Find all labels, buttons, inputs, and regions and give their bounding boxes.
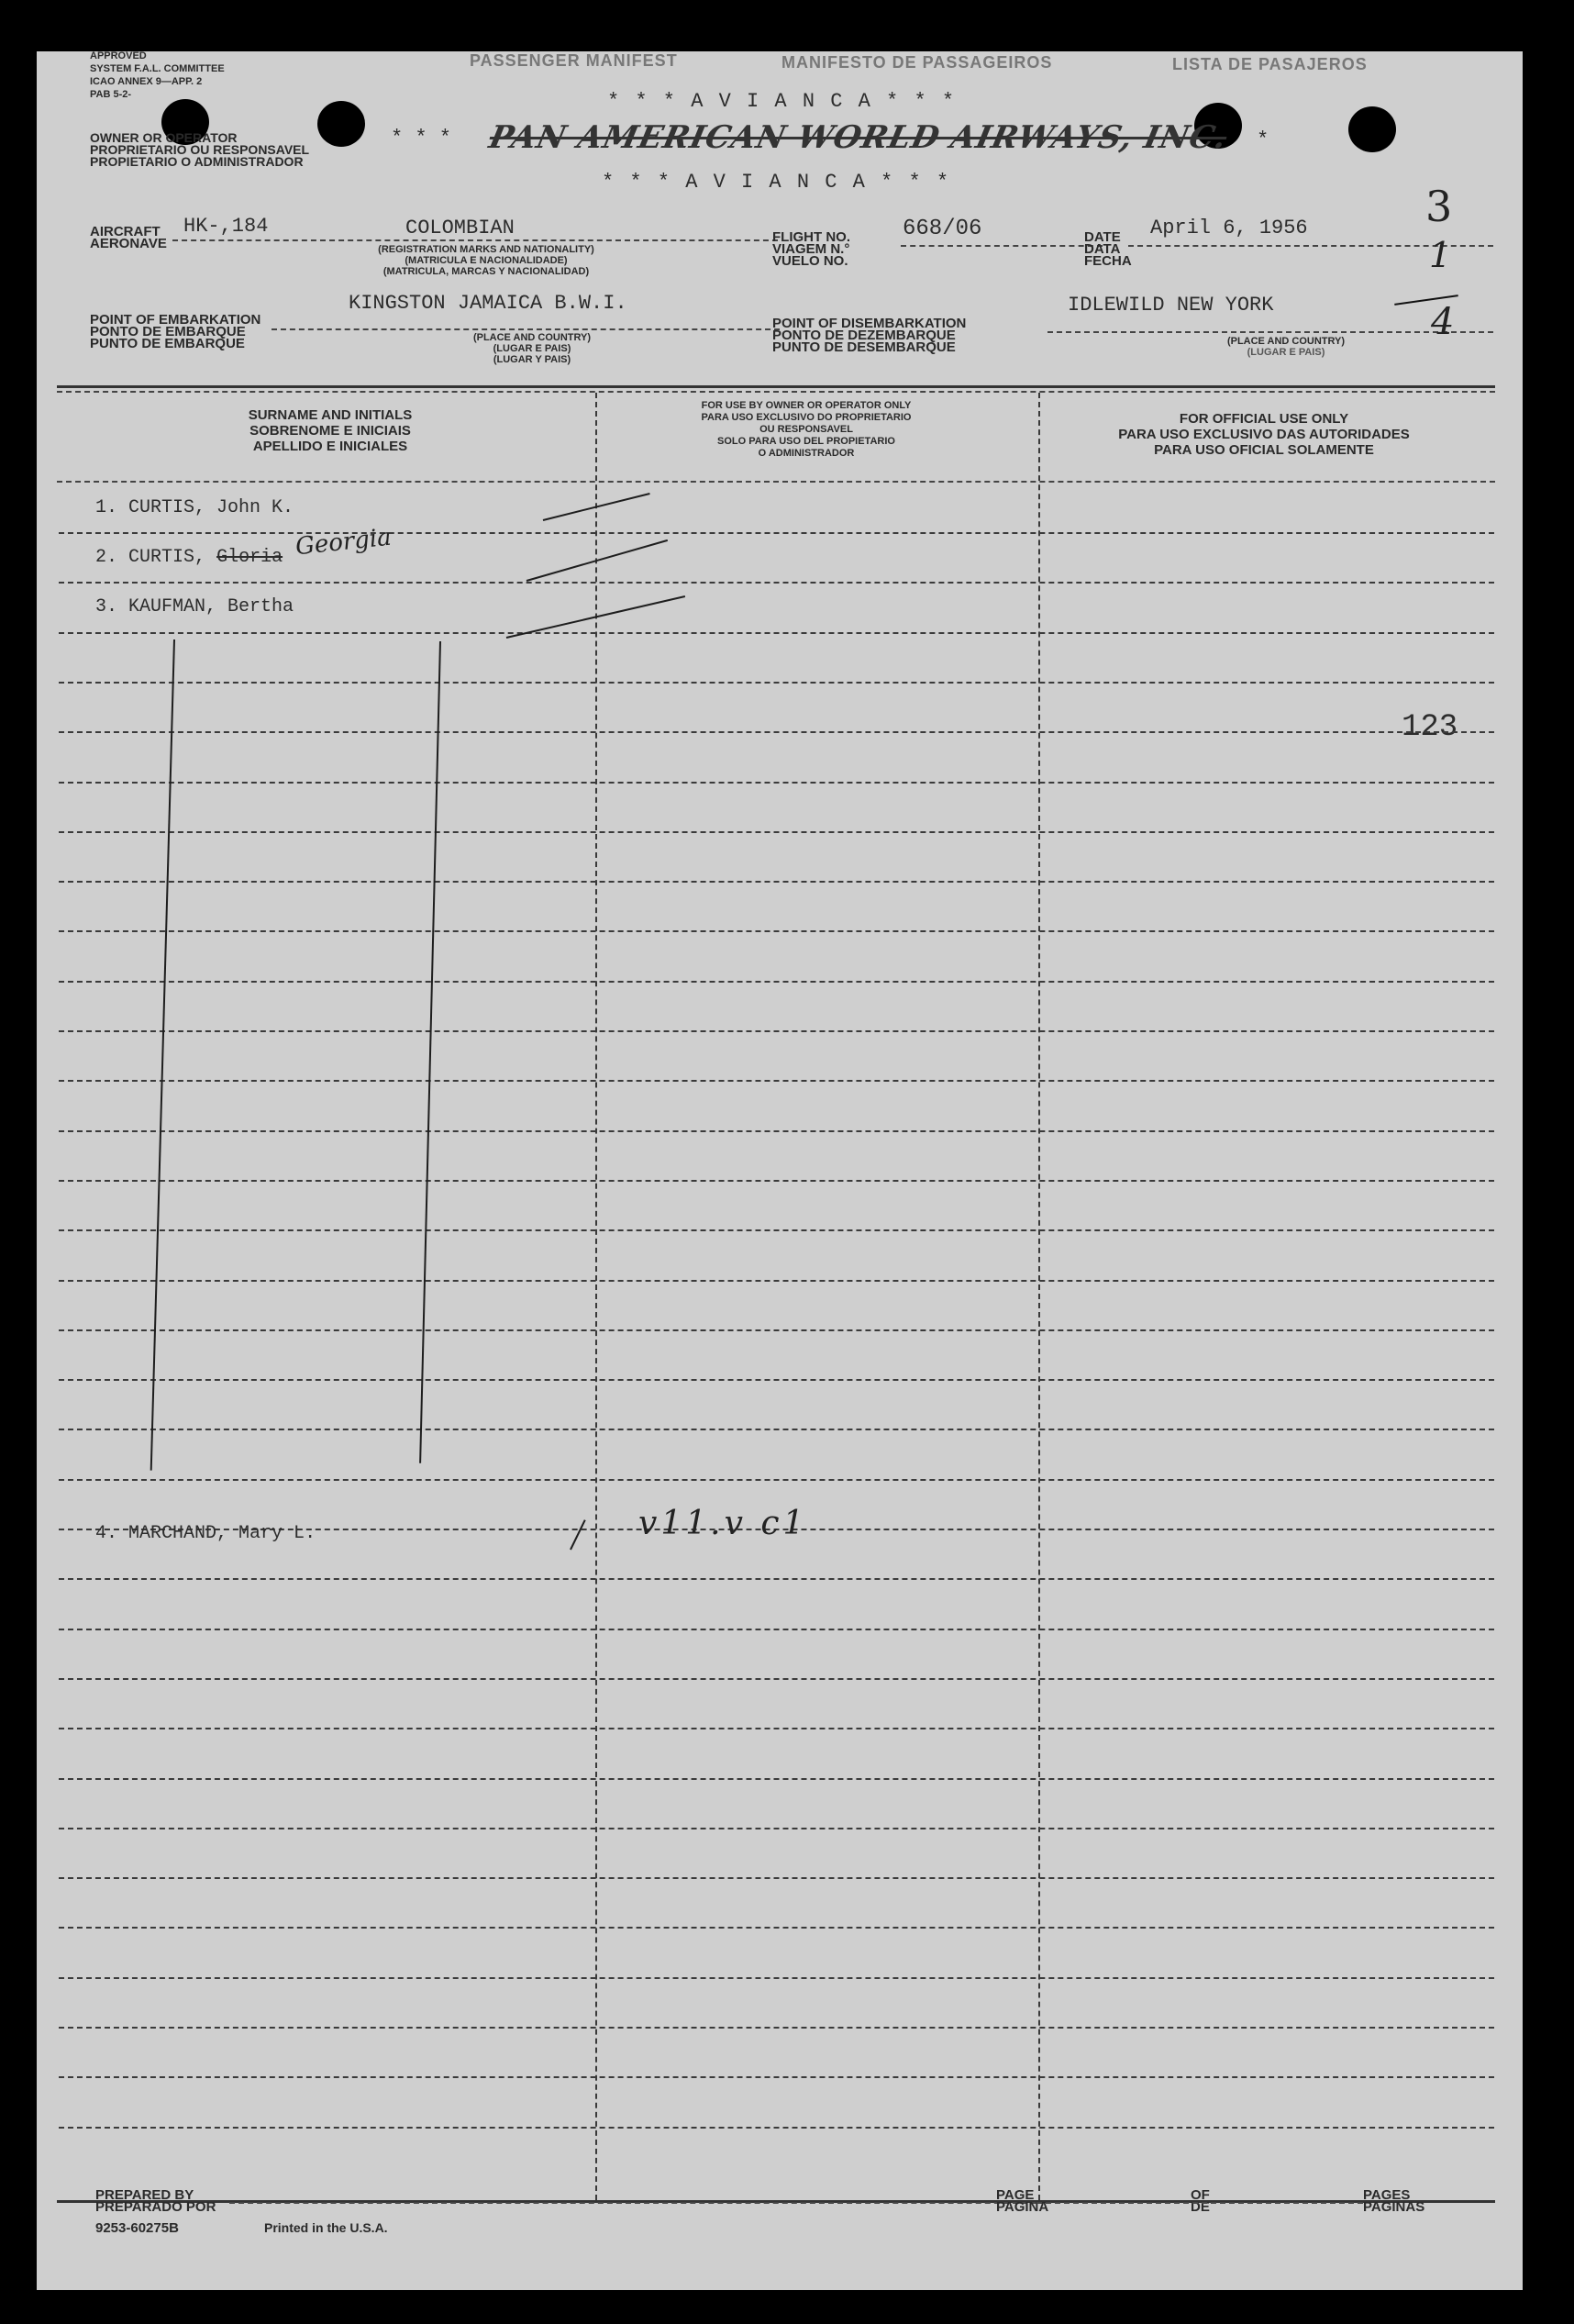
flight-number: 668/06	[903, 217, 982, 241]
aircraft-nationality: COLOMBIAN	[405, 217, 515, 239]
owner-label: OWNER OR OPERATOR	[90, 130, 238, 145]
aircraft-sublabels	[284, 244, 688, 277]
row-rule	[59, 582, 1494, 584]
title-portuguese: MANIFESTO DE PASSAGEIROS	[781, 53, 1053, 72]
aircraft-underline	[172, 239, 778, 241]
footer-printed: Printed in the U.S.A.	[264, 2220, 388, 2235]
row-rule	[59, 1180, 1494, 1182]
disembarkation-sublabel: (LUGAR E PAIS)	[1247, 347, 1325, 358]
passenger-handwritten-name: Georgia	[294, 523, 393, 562]
embarkation-value: KINGSTON JAMAICA B.W.I.	[349, 292, 627, 315]
avianca-bottom: * * * A V I A N C A * * *	[602, 171, 951, 194]
disembarkation-label: PUNTO DE DESEMBARQUE	[772, 339, 956, 355]
passenger-row	[95, 547, 283, 568]
column-header-line: OU RESPONSAVEL	[759, 424, 853, 435]
row-rule	[59, 1778, 1494, 1780]
manifest-page	[37, 51, 1523, 2290]
passenger-name: KAUFMAN, Bertha	[128, 596, 294, 617]
approval-line: ICAO ANNEX 9—APP. 2	[90, 76, 203, 87]
row-rule	[59, 1479, 1494, 1481]
row-rule	[59, 731, 1494, 733]
row-rule	[59, 1280, 1494, 1282]
column-header-line: O ADMINISTRADOR	[758, 448, 855, 459]
disembarkation-sublabels	[1167, 336, 1405, 358]
disembarkation-label: PONTO DE DEZEMBARQUE	[772, 328, 956, 343]
embarkation-labels	[90, 314, 260, 350]
handwritten-fraction-top: 1	[1429, 235, 1452, 275]
footer-label: DE	[1191, 2199, 1210, 2215]
flight-label: VUELO NO.	[772, 253, 848, 269]
footer-label: OF	[1191, 2187, 1210, 2203]
footer-label: PAGINA	[996, 2199, 1049, 2215]
owner-label: PROPRIETARIO OU RESPONSAVEL	[90, 142, 310, 157]
column-header-line: SURNAME AND INITIALS	[248, 407, 413, 423]
flight-labels	[772, 231, 850, 267]
table-top-rule-2	[57, 391, 1495, 393]
embarkation-underline	[272, 328, 780, 330]
column-header-line: PARA USO OFICIAL SOLAMENTE	[1154, 442, 1374, 458]
row-rule	[59, 532, 1494, 534]
disembarkation-sublabel: (PLACE AND COUNTRY)	[1226, 336, 1346, 347]
passenger-number: 3.	[95, 596, 118, 617]
owner-label: PROPIETARIO O ADMINISTRADOR	[90, 154, 304, 169]
row-rule	[59, 1130, 1494, 1132]
header-bottom-rule	[57, 481, 1495, 483]
punch-hole	[317, 101, 365, 147]
footer-pages	[1363, 2189, 1424, 2213]
footer-form-number: 9253-60275B	[95, 2220, 179, 2236]
embarkation-sublabel: (LUGAR Y PAIS)	[493, 354, 571, 365]
passenger-number: 4.	[95, 1523, 118, 1544]
passenger-row	[95, 1523, 316, 1544]
row-rule	[59, 1578, 1494, 1580]
disembarkation-label: POINT OF DISEMBARKATION	[772, 316, 967, 331]
row-rule	[59, 930, 1494, 932]
footer-label: PAGES	[1363, 2187, 1411, 2203]
embarkation-sublabel: (LUGAR E PAIS)	[493, 343, 571, 354]
footer-prepared	[95, 2189, 216, 2213]
page-underline	[1036, 2202, 1363, 2204]
passenger-row	[95, 596, 294, 617]
passenger-name: CURTIS, John K.	[128, 497, 294, 518]
aircraft-label: AERONAVE	[90, 236, 167, 251]
aircraft-registration: HK-,184	[183, 215, 269, 238]
row-rule	[59, 1329, 1494, 1331]
column-header-surname	[92, 407, 569, 454]
row-rule	[59, 2076, 1494, 2078]
column-header-official-use	[1044, 411, 1484, 458]
flight-label: VIAGEM N.°	[772, 241, 850, 257]
row-rule	[59, 1030, 1494, 1032]
row-rule	[59, 682, 1494, 684]
column-header-line: APELLIDO E INICIALES	[252, 439, 408, 454]
column-header-line: PARA USO EXCLUSIVO DO PROPRIETARIO	[701, 412, 912, 423]
aircraft-labels	[90, 226, 167, 250]
row-rule	[59, 1429, 1494, 1430]
date-label: FECHA	[1084, 253, 1132, 269]
check-mark	[570, 1519, 586, 1550]
flight-underline	[901, 245, 1103, 247]
bracket-line	[150, 639, 175, 1471]
row-rule	[59, 1728, 1494, 1729]
embarkation-label: PUNTO DE EMBARQUE	[90, 336, 245, 351]
footer-label: PREPARED BY	[95, 2187, 194, 2203]
footer-label: PAGINAS	[1363, 2199, 1425, 2215]
date-labels	[1084, 231, 1132, 267]
row-rule	[59, 831, 1494, 833]
column-header-line: SOLO PARA USO DEL PROPIETARIO	[717, 436, 895, 447]
column-header-line: SOBRENOME E INICIAIS	[249, 423, 411, 439]
disembarkation-labels	[772, 317, 966, 353]
column-header-line: FOR USE BY OWNER OR OPERATOR ONLY	[701, 400, 912, 411]
row-rule	[59, 782, 1494, 784]
embarkation-sublabels	[422, 332, 642, 365]
passenger-number: 2.	[95, 547, 118, 568]
aircraft-label: AIRCRAFT	[90, 224, 161, 239]
punch-hole	[1348, 106, 1396, 152]
disembarkation-underline	[1047, 331, 1493, 333]
passenger-struck-name: Gloria	[216, 547, 283, 568]
flight-date: April 6, 1956	[1150, 217, 1308, 239]
column-divider	[1038, 393, 1040, 2200]
embarkation-sublabel: (PLACE AND COUNTRY)	[472, 332, 592, 343]
row-rule	[59, 632, 1494, 634]
flight-label: FLIGHT NO.	[772, 229, 850, 245]
date-label: DATE	[1084, 229, 1121, 245]
row-rule	[59, 1229, 1494, 1231]
date-label: DATA	[1084, 241, 1121, 257]
aircraft-sublabel: (MATRICULA, MARCAS Y NACIONALIDAD)	[382, 266, 590, 277]
margin-number: 123	[1402, 710, 1458, 745]
aircraft-sublabel: (MATRICULA E NACIONALIDADE)	[405, 255, 568, 266]
row-rule	[59, 1678, 1494, 1680]
stars-left: * * *	[391, 127, 452, 150]
embarkation-label: POINT OF EMBARKATION	[90, 312, 261, 328]
row-rule	[59, 2127, 1494, 2129]
embarkation-label: PONTO DE EMBARQUE	[90, 324, 246, 339]
row-rule	[59, 1927, 1494, 1929]
column-header-line: PARA USO EXCLUSIVO DAS AUTORIDADES	[1118, 427, 1410, 442]
column-divider	[595, 393, 597, 2200]
approval-block	[90, 50, 225, 101]
title-spanish: LISTA DE PASAJEROS	[1172, 55, 1368, 73]
footer-page	[996, 2189, 1048, 2213]
footer-label: PAGE	[996, 2187, 1035, 2203]
footer-label: PREPARADO POR	[95, 2199, 216, 2215]
owner-use-note: v11.v c1	[638, 1505, 808, 1542]
row-rule	[59, 881, 1494, 883]
row-rule	[59, 1828, 1494, 1829]
footer-of	[1191, 2189, 1210, 2213]
approval-line: APPROVED	[90, 50, 147, 61]
bracket-line	[419, 641, 441, 1463]
approval-line: PAB 5-2-	[90, 89, 132, 100]
row-rule	[59, 1977, 1494, 1979]
row-rule	[59, 1629, 1494, 1630]
passenger-row	[95, 497, 294, 518]
aircraft-sublabel: (REGISTRATION MARKS AND NATIONALITY)	[378, 244, 594, 255]
row-rule	[59, 1080, 1494, 1082]
passenger-name: CURTIS,	[128, 547, 206, 568]
passenger-name: MARCHAND, Mary L.	[128, 1523, 316, 1544]
handwritten-page-number: 3	[1425, 182, 1453, 231]
row-rule	[59, 1379, 1494, 1381]
owner-labels	[90, 132, 309, 168]
company-name: PAN AMERICAN WORLD AIRWAYS, INC.	[485, 119, 1231, 156]
column-header-owner-use	[598, 400, 1014, 460]
table-top-rule	[57, 385, 1495, 388]
column-header-line: FOR OFFICIAL USE ONLY	[1179, 411, 1349, 427]
approval-line: SYSTEM F.A.L. COMMITTEE	[90, 63, 225, 74]
stars-right: *	[1257, 128, 1269, 151]
passenger-number: 1.	[95, 497, 118, 518]
row-rule	[59, 981, 1494, 983]
row-rule	[59, 1877, 1494, 1879]
handwritten-fraction-bottom: 4	[1431, 301, 1455, 343]
title-english: PASSENGER MANIFEST	[470, 51, 678, 70]
prepared-underline	[229, 2202, 1036, 2204]
disembarkation-value: IDLEWILD NEW YORK	[1068, 294, 1274, 317]
row-rule	[59, 2027, 1494, 2029]
avianca-top: * * * A V I A N C A * * *	[607, 90, 957, 113]
